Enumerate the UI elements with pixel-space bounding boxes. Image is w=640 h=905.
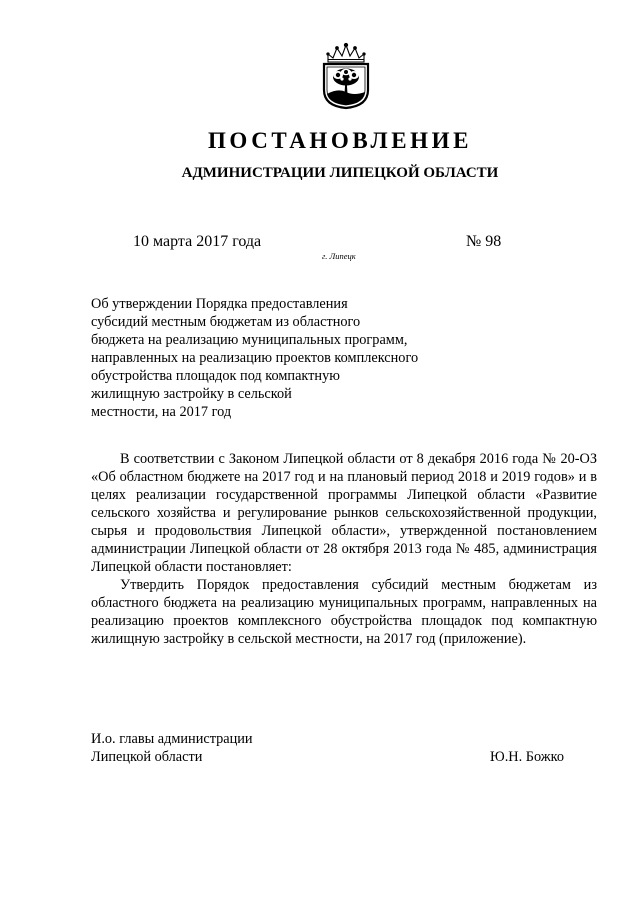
- document-number: № 98: [466, 233, 502, 250]
- resolution-paragraph: Утвердить Порядок предоставления субсидий местным бюджетам из областного бюджета на реализацию муниципальных программ, направленных на реализацию проектов комплексного обустройства площадок под компактную жилищную застройку в сельской местности, на 2017 год (приложение).: [91, 577, 597, 647]
- signer-position: [91, 730, 253, 766]
- subject-line: обустройства площадок под компактную: [91, 368, 340, 384]
- signer-position-line: Липецкой области: [91, 749, 203, 765]
- document-date: 10 марта 2017 года: [133, 233, 262, 250]
- document-city: г. Липецк: [322, 251, 356, 261]
- issuing-authority: АДМИНИСТРАЦИИ ЛИПЕЦКОЙ ОБЛАСТИ: [181, 165, 499, 181]
- subject-line: бюджета на реализацию муниципальных программ,: [91, 332, 408, 348]
- signer-name: Ю.Н. Божко: [490, 749, 564, 765]
- subject-line: местности, на 2017 год: [91, 404, 232, 420]
- document-title: ПОСТАНОВЛЕНИЕ: [207, 128, 473, 153]
- subject-line: направленных на реализацию проектов комплексного: [91, 350, 419, 366]
- subject-line: субсидий местным бюджетам из областного: [91, 314, 361, 330]
- signer-position-line: И.о. главы администрации: [91, 731, 253, 747]
- document-body: [91, 450, 597, 648]
- subject-line: жилищную застройку в сельской: [91, 386, 292, 402]
- subject-line: Об утверждении Порядка предоставления: [91, 296, 348, 312]
- lipetsk-coat-of-arms-icon: [316, 42, 376, 110]
- document-subject: [91, 295, 471, 421]
- preamble-paragraph: В соответствии с Законом Липецкой области от 8 декабря 2016 года № 20-ОЗ «Об областном бюджете на 2017 год и на плановый период 2018 и 2019 годов» и в целях реализации государственной программы Липецкой области «Развитие сельского хозяйства и регулирование рынков сельскохозяйственной продукции, сырья и продовольствия Липецкой области», утвержденной постановлением администрации Липецкой области от 28 октября 2013 года № 485, администрация Липецкой области постановляет:: [91, 451, 597, 575]
